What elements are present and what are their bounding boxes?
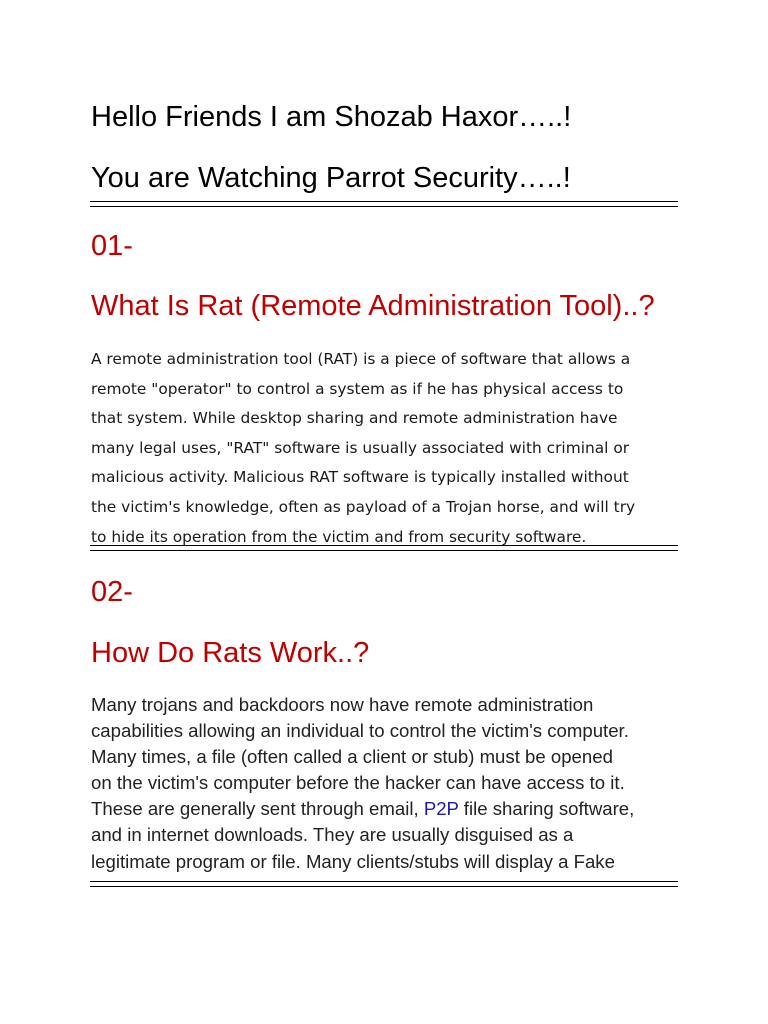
paragraph-line: Many trojans and backdoors now have remote administration xyxy=(91,694,594,715)
paragraph-line: malicious activity. Malicious RAT software is typically installed without xyxy=(91,468,629,487)
paragraph-line: that system. While desktop sharing and remote administration have xyxy=(91,409,618,428)
paragraph-text: These are generally sent through email, xyxy=(91,798,424,820)
section-2-title: How Do Rats Work..? xyxy=(91,637,370,669)
paragraph-line: legitimate program or file. Many clients/stubs will display a Fake xyxy=(91,850,615,872)
section-1-number: 01- xyxy=(91,230,133,262)
paragraph-line: A remote administration tool (RAT) is a piece of software that allows a xyxy=(91,350,631,368)
paragraph-line: on the victim's computer before the hacker can have access to it. xyxy=(91,772,625,794)
paragraph-line: Many times, a file (often called a client or stub) must be opened xyxy=(91,746,613,768)
section-2-number: 02- xyxy=(91,576,133,608)
double-rule-divider xyxy=(90,545,678,551)
double-rule-divider xyxy=(90,881,678,887)
double-rule-divider xyxy=(90,201,678,207)
paragraph-line: the victim's knowledge, often as payload of a Trojan horse, and will try xyxy=(91,497,636,516)
paragraph-line xyxy=(91,796,691,822)
paragraph-line: and in internet downloads. They are usually disguised as a xyxy=(91,824,574,846)
paragraph-text: file sharing software, xyxy=(458,798,635,820)
section-2-paragraph xyxy=(91,692,691,875)
paragraph-line: remote "operator" to control a system as if he has physical access to xyxy=(91,379,624,398)
p2p-link[interactable]: P2P xyxy=(423,798,459,820)
section-1-title: What Is Rat (Remote Administration Tool)..? xyxy=(91,290,655,322)
paragraph-line: many legal uses, "RAT" software is usually associated with criminal or xyxy=(91,438,630,457)
paragraph-line: capabilities allowing an individual to control the victim's computer. xyxy=(91,720,629,742)
section-1-paragraph xyxy=(91,345,681,552)
channel-heading: You are Watching Parrot Security…..! xyxy=(91,162,571,194)
paragraph-line: to hide its operation from the victim and from security software. xyxy=(91,527,587,546)
greeting-heading: Hello Friends I am Shozab Haxor…..! xyxy=(91,101,572,133)
